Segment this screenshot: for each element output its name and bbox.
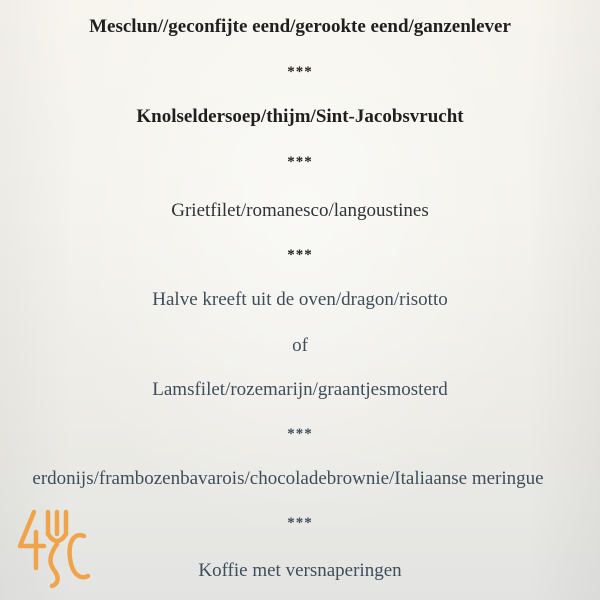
- menu-item-coffee: Koffie met versnaperingen: [198, 560, 402, 581]
- separator-1: ***: [287, 64, 313, 80]
- separator-3: ***: [287, 247, 313, 263]
- menu-item-or: of: [292, 335, 308, 356]
- fork-logo-icon: [14, 506, 92, 590]
- separator-4: ***: [287, 426, 313, 442]
- menu-item-main-lamb: Lamsfilet/rozemarijn/graantjesmosterd: [152, 379, 448, 400]
- separator-2: ***: [287, 154, 313, 170]
- menu-item-starter: Mesclun//geconfijte eend/gerookte eend/ganzenlever: [89, 16, 511, 37]
- menu-item-fish: Grietfilet/romanesco/langoustines: [171, 200, 429, 221]
- separator-5: ***: [287, 515, 313, 531]
- menu-item-dessert: erdonijs/frambozenbavarois/chocoladebrownie/Italiaanse meringue: [32, 468, 544, 489]
- menu-item-soup: Knolseldersoep/thijm/Sint-Jacobsvrucht: [136, 106, 464, 127]
- menu-item-main-lobster: Halve kreeft uit de oven/dragon/risotto: [152, 289, 448, 310]
